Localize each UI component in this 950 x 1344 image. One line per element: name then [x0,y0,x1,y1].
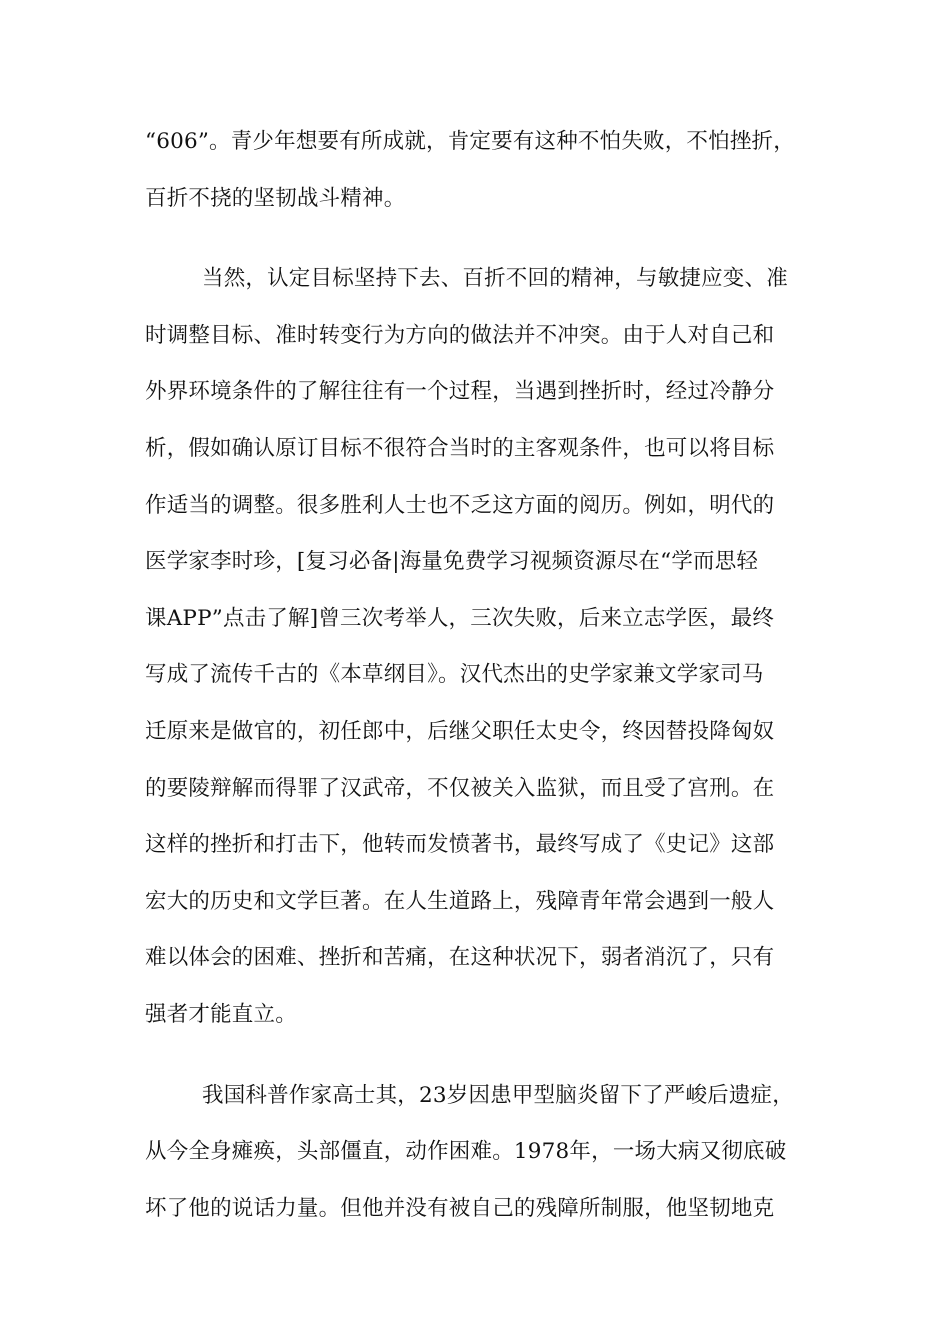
text-line: 这样的挫折和打击下，他转而发愤著书，最终写成了《史记》这部 [145,832,775,858]
paragraph-gap [145,227,810,251]
paragraph-gap [145,1044,810,1068]
text-line: 从今全身瘫痪，头部僵直，动作困难。1978年，一场大病又彻底破 [145,1139,787,1165]
text-line: 强者才能直立。 [145,1001,297,1027]
text-line: 的要陵辩解而得罪了汉武帝，不仅被关入监狱，而且受了宫刑。在 [145,775,775,801]
text-line: 百折不挠的坚韧战斗精神。 [145,185,406,211]
paragraph-goal-adjustment [145,251,810,1043]
text-line: 宏大的历史和文学巨著。在人生道路上，残障青年常会遇到一般人 [145,888,775,914]
text-line: 时调整目标、准时转变行为方向的做法并不冲突。由于人对自己和 [145,322,775,348]
text-line: 课APP”点击了解]曾三次考举人，三次失败，后来立志学医，最终 [145,605,775,631]
text-line: 作适当的调整。很多胜利人士也不乏这方面的阅历。例如，明代的 [145,492,775,518]
text-line: 外界环境条件的了解往往有一个过程，当遇到挫折时，经过冷静分 [145,379,775,405]
paragraph-gao-shiqi [145,1068,810,1238]
text-line: 迁原来是做官的，初任郎中，后继父职任太史令，终因替投降匈奴 [145,718,775,744]
text-line: 析，假如确认原订目标不很符合当时的主客观条件，也可以将目标 [145,435,775,461]
text-line: 难以体会的困难、挫折和苦痛，在这种状况下，弱者消沉了，只有 [145,945,775,971]
text-line: 坏了他的说话力量。但他并没有被自己的残障所制服，他坚韧地克 [145,1195,775,1221]
body-text [145,114,810,1237]
paragraph-continuation [145,114,810,227]
text-line: 写成了流传千古的《本草纲目》。汉代杰出的史学家兼文学家司马 [145,662,764,688]
text-line: 医学家李时珍，[复习必备|海量免费学习视频资源尽在“学而思轻 [145,549,759,575]
text-line: 我国科普作家高士其，23岁因患甲型脑炎留下了严峻后遗症， [202,1082,794,1108]
text-line: “606”。青少年想要有所成就，肯定要有这种不怕失败，不怕挫折， [145,129,795,154]
text-line: 当然，认定目标坚持下去、百折不回的精神，与敏捷应变、准 [202,266,788,292]
